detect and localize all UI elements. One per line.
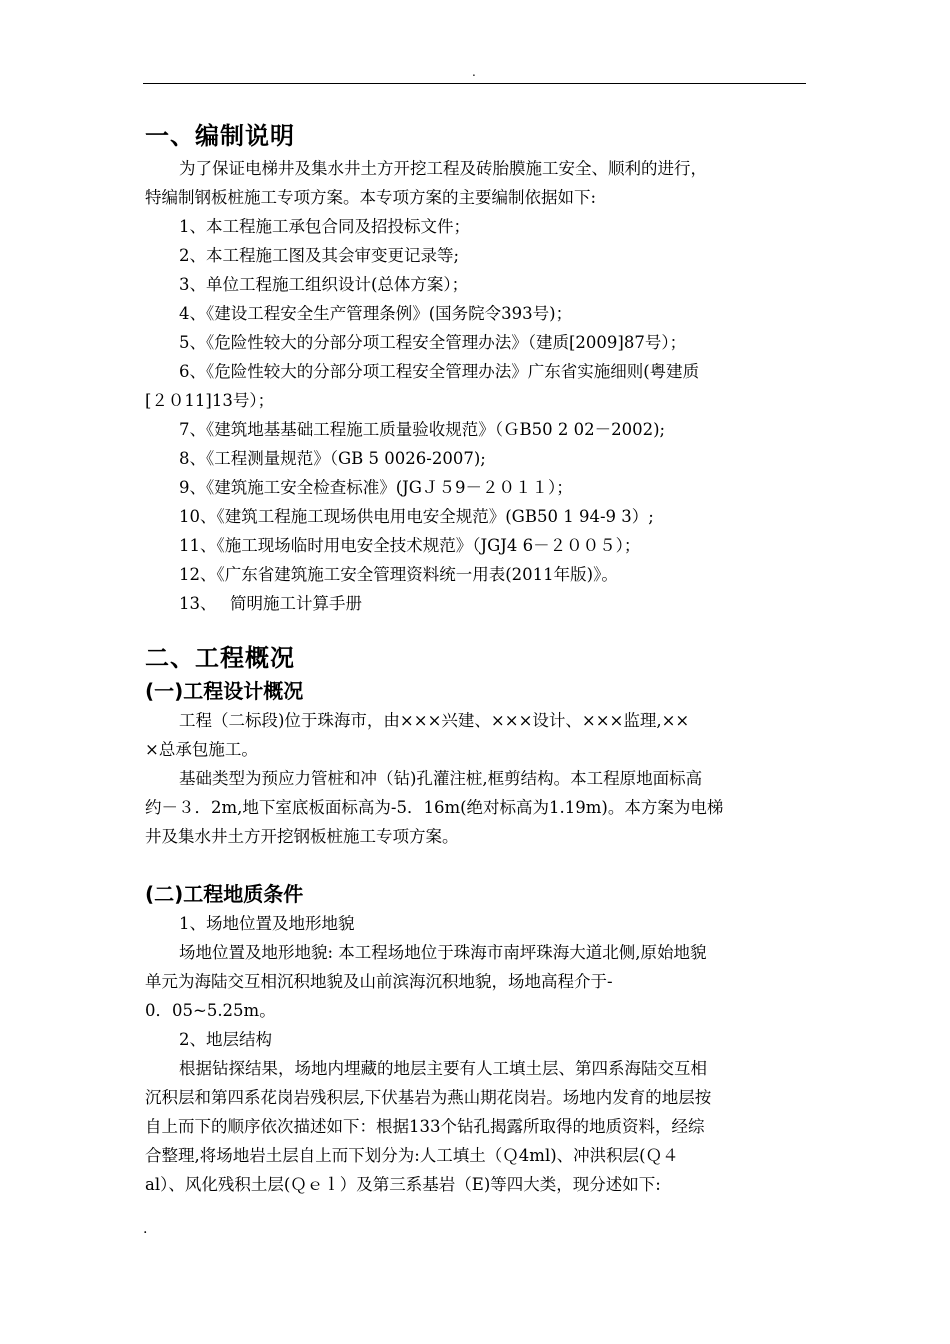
basis-item-2: 2、本工程施工图及其会审变更记录等;: [179, 246, 460, 265]
basis-item-4: 4、《建设工程安全生产管理条例》(国务院令393号)；: [179, 304, 573, 323]
spacer: [145, 618, 807, 640]
intro-line-2: 特编制钢板桩施工专项方案。本专项方案的主要编制依据如下:: [145, 188, 597, 207]
design-p2-line-1: 基础类型为预应力管桩和冲（钻)孔灌注桩,框剪结构。本工程原地面标高: [179, 769, 703, 788]
basis-item-12: 12、《广东省建筑施工安全管理资料统一用表(2011年版)》。: [179, 565, 618, 584]
basis-item-8: 8、《工程测量规范》（GB 5 0026-2007);: [179, 449, 486, 468]
strata-line-4: 合整理,将场地岩土层自上而下划分为:人工填土（Ｑ4ml)、冲洪积层(Ｑ４: [145, 1146, 679, 1165]
header-dot: .: [472, 65, 476, 79]
design-p1-line-2: ×总承包施工。: [145, 740, 258, 759]
section-2-title: 二、工程概况: [145, 644, 295, 672]
design-p2-line-3: 井及集水井土方开挖钢板桩施工专项方案。: [145, 827, 459, 846]
header-rule: [143, 83, 806, 84]
site-heading: 1、场地位置及地形地貌: [179, 914, 355, 933]
design-p2-line-2: 约－３．2m,地下室底板面标高为-5．16m(绝对标高为1.19m)。本方案为电梯: [145, 798, 724, 817]
footer-dot: .: [143, 1221, 148, 1237]
design-p1-line-1: 工程（二标段)位于珠海市，由×××兴建、×××设计、×××监理,××: [179, 711, 690, 730]
basis-item-13: 13、 简明施工计算手册: [179, 594, 362, 613]
section-1-title: 一、编制说明: [145, 122, 295, 150]
site-line-3: 0．05~5.25m。: [145, 1001, 276, 1020]
basis-item-11: 11、《施工现场临时用电安全技术规范》（JGJ4 6－２００５）；: [179, 536, 641, 555]
subsection-design-title: (一)工程设计概况: [145, 679, 304, 703]
basis-item-9: 9、《建筑施工安全检查标准》(JGＪ５9－２０１１）；: [179, 478, 573, 497]
document-body: [145, 118, 807, 1199]
basis-item-7: 7、《建筑地基基础工程施工质量验收规范》（ＧB50 2 02－2002);: [179, 420, 666, 439]
strata-heading: 2、地层结构: [179, 1030, 272, 1049]
subsection-geology-title: (二)工程地质条件: [145, 882, 304, 906]
basis-item-3: 3、单位工程施工组织设计(总体方案）；: [179, 275, 469, 294]
strata-line-5: al）、风化残积土层(Ｑｅｌ）及第三系基岩（E)等四大类，现分述如下:: [145, 1175, 661, 1194]
intro-line-1: 为了保证电梯井及集水井土方开挖工程及砖胎膜施工安全、顺利的进行，: [179, 159, 707, 178]
strata-line-1: 根据钻探结果，场地内埋藏的地层主要有人工填土层、第四系海陆交互相: [179, 1059, 707, 1078]
basis-item-6-cont: [２０11]13号）；: [145, 391, 275, 410]
site-line-1: 场地位置及地形地貌: 本工程场地位于珠海市南坪珠海大道北侧,原始地貌: [179, 943, 707, 962]
strata-line-3: 自上而下的顺序依次描述如下：根据133个钻孔揭露所取得的地质资料，经综: [145, 1117, 705, 1136]
basis-item-10: 10、《建筑工程施工现场供电用电安全规范》(GB50 1 94-9 3）;: [179, 507, 654, 526]
strata-line-2: 沉积层和第四系花岗岩残积层,下伏基岩为燕山期花岗岩。场地内发育的地层按: [145, 1088, 712, 1107]
site-line-2: 单元为海陆交互相沉积地貌及山前滨海沉积地貌，场地高程介于-: [145, 972, 613, 991]
basis-item-5: 5、《危险性较大的分部分项工程安全管理办法》（建质[2009]87号）；: [179, 333, 687, 352]
spacer: [145, 851, 807, 879]
basis-item-1: 1、本工程施工承包合同及招投标文件；: [179, 217, 470, 236]
basis-item-6: 6、《危险性较大的分部分项工程安全管理办法》广东省实施细则(粤建质: [179, 362, 700, 381]
